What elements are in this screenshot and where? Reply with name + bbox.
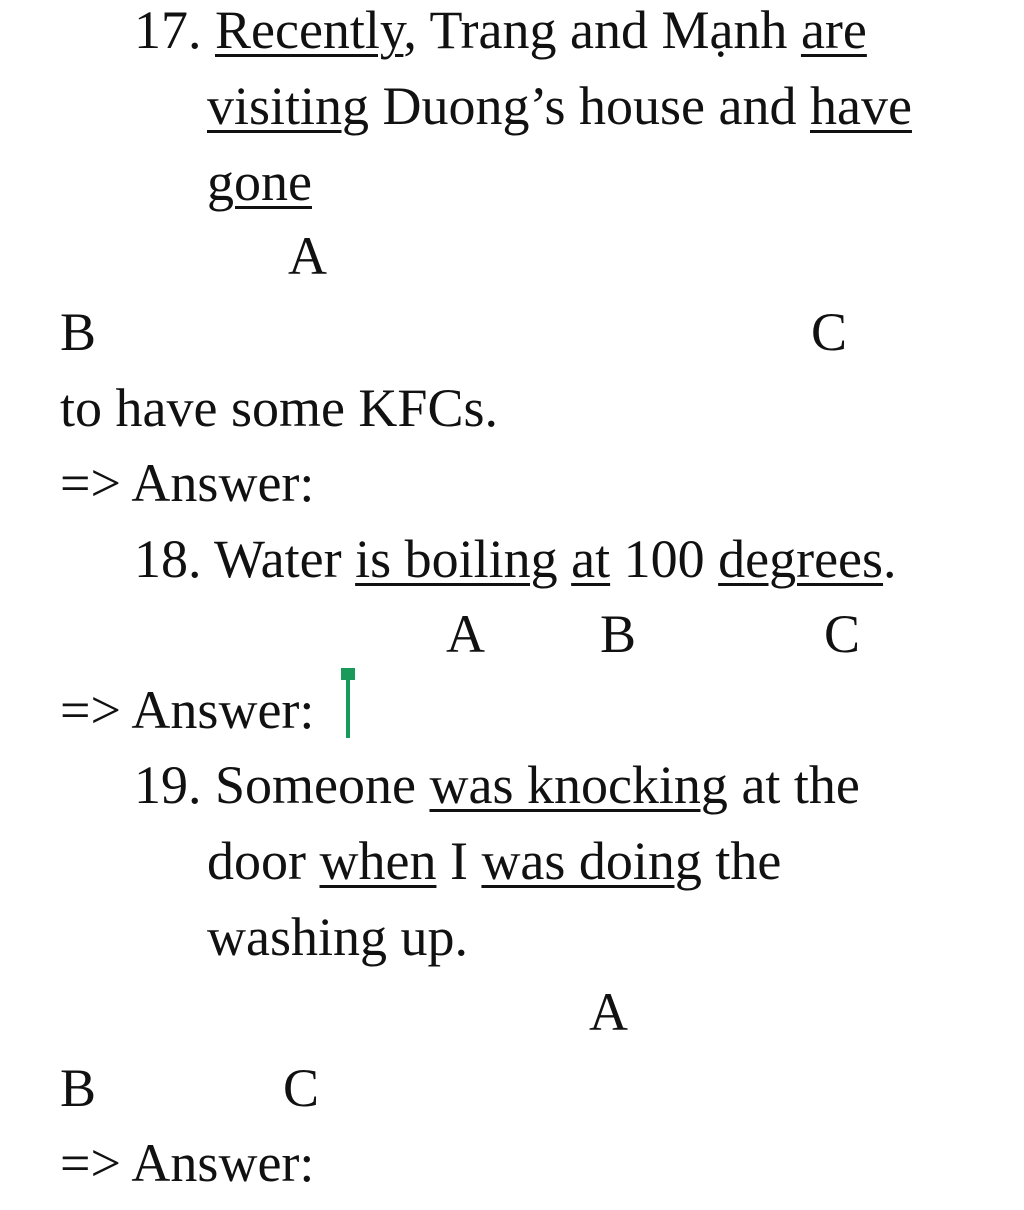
q19-number: 19. <box>134 755 202 815</box>
q18-word-degrees: degrees <box>718 529 884 589</box>
q18-text-1 <box>558 529 572 589</box>
q19-line-3 <box>207 899 468 975</box>
q18-number: 18. <box>134 529 202 589</box>
q19-text-4: the <box>701 831 782 891</box>
q19-word-was-knocking: was knocking <box>429 755 728 815</box>
q18-word-at: at <box>571 529 611 589</box>
q19-line-1 <box>134 747 860 823</box>
q17-tail: to have some KFCs. <box>60 378 498 438</box>
q17-word-recently: Recently <box>215 0 404 60</box>
q17-word-visiting: visiting <box>207 76 370 136</box>
q18-text-0: Water <box>214 529 356 589</box>
q19-text-2: door <box>207 831 320 891</box>
q17-text-1: , Trang and Mạnh <box>403 0 801 60</box>
q18-word-is-boiling: is boiling <box>355 529 558 589</box>
q17-line-3 <box>207 144 312 220</box>
q19-label-c: C <box>283 1058 320 1118</box>
q17-text-2: Duong’s house and <box>369 76 810 136</box>
q18-line-1 <box>134 521 897 597</box>
q17-label-c: C <box>811 302 848 362</box>
q17-word-are: are <box>800 0 867 60</box>
q17-label-b: B <box>60 302 97 362</box>
q19-text-0: Someone <box>215 755 430 815</box>
q18-label-c: C <box>824 604 861 664</box>
q19-text-3: I <box>436 831 482 891</box>
q19-label-b: B <box>60 1058 97 1118</box>
q18-text-3: . <box>883 529 897 589</box>
q18-label-b: B <box>600 604 637 664</box>
q19-word-when: when <box>319 831 437 891</box>
q19-line-2 <box>207 823 781 899</box>
text-cursor[interactable] <box>346 668 350 738</box>
q19-text-5: washing up. <box>207 907 468 967</box>
q19-label-a: A <box>589 982 628 1042</box>
q18-answer: => Answer: <box>60 680 315 740</box>
q17-word-have: have <box>810 76 912 136</box>
q19-text-1: at the <box>727 755 860 815</box>
q18-text-2: 100 <box>610 529 719 589</box>
q17-word-gone: gone <box>207 152 312 212</box>
q17-answer: => Answer: <box>60 453 315 513</box>
q18-label-a: A <box>446 604 485 664</box>
q19-word-was-doing: was doing <box>481 831 702 891</box>
q17-label-a: A <box>288 226 327 286</box>
q17-line-1 <box>134 0 867 68</box>
q19-answer: => Answer: <box>60 1133 315 1193</box>
q17-line-2 <box>207 68 912 144</box>
q17-number: 17. <box>134 0 202 60</box>
